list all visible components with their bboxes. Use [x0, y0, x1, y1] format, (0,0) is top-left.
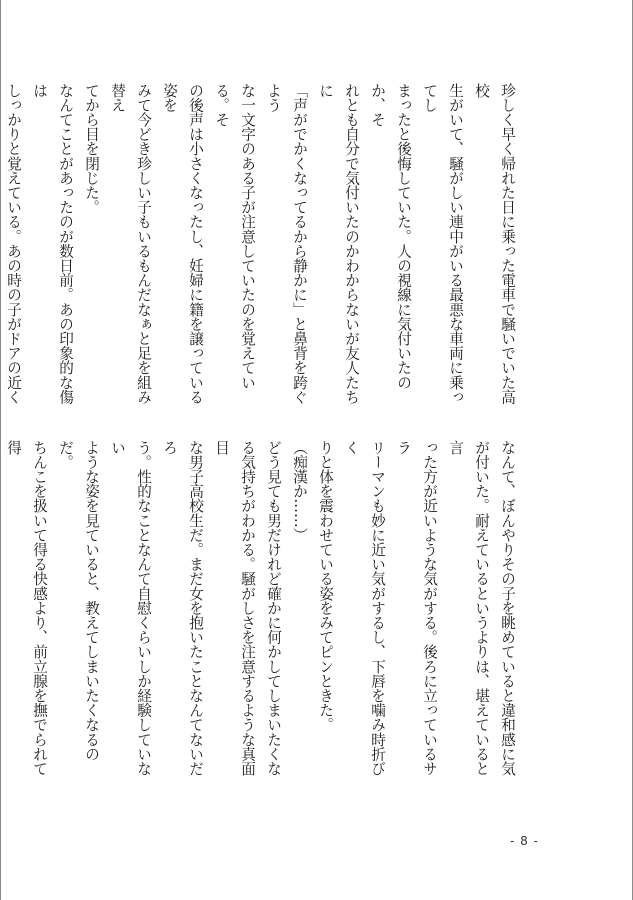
- text-line: な一文字のある子が注意していたのを覚えている。そ: [213, 83, 256, 390]
- upper-text-block: [5, 83, 520, 418]
- text-line: の後声は小さくなったし、妊婦に籍を譲っている姿を: [161, 83, 204, 405]
- lower-text-block: [5, 440, 520, 785]
- text-line: なんて、ぼんやりその子を眺めていると違和感に気: [499, 440, 516, 776]
- text-line: った方が近いような気がする。後ろに立っているサラ: [395, 440, 438, 776]
- text-line: なんてことがあったのが数日前。あの印象的な傷は: [31, 83, 74, 405]
- text-line: れとも自分で気付いたのかわからないが友人たちに: [317, 83, 360, 405]
- text-line: ような姿を見ていると、教えてしまいたくなるのだ。: [57, 440, 100, 762]
- text-line: みて今どき珍しい子もいるもんだなぁと足を組み替え: [109, 83, 152, 405]
- text-line: てから目を閉じた。: [83, 83, 100, 215]
- text-line: まったと後悔していた。人の視線に気付いたのか、そ: [369, 83, 412, 390]
- text-line: しっかりと覚えている。あの時の子がドアの近く: [5, 83, 22, 405]
- text-line: （痴漢か……）: [291, 440, 308, 543]
- text-line: う。性的なことなんて自慰くらいしか経験していない: [109, 440, 152, 776]
- text-line: りと体を震わせている姿をみてピンときた。: [317, 440, 334, 732]
- text-line: 珍しく早く帰れた日に乗った電車で騒いでいた高校: [473, 83, 516, 405]
- page-number: - 8 -: [510, 834, 539, 848]
- text-line: 生がいて、騒がしい連中がいる最悪な車両に乗ってし: [421, 83, 464, 405]
- text-line: どう見ても男だけれど確かに何かしてしまいたくな: [265, 440, 282, 776]
- text-line: が付いた。耐えているというよりは、堪えていると言: [447, 440, 490, 776]
- text-line: 「声がでかくなってるから静かに」と鼻背を跨ぐよう: [265, 83, 308, 405]
- text-line: ちんこを扱いて得る快感より、前立腺を撫でられて得: [5, 440, 48, 776]
- text-line: リーマンも妙に近い気がするし、下唇を噛み時折びく: [343, 440, 386, 776]
- text-line: な男子高校生だ。まだ女を抱いたことなんてないだろ: [161, 440, 204, 776]
- text-line: る気持ちがわかる。騒がしさを注意するような真面目: [213, 440, 256, 776]
